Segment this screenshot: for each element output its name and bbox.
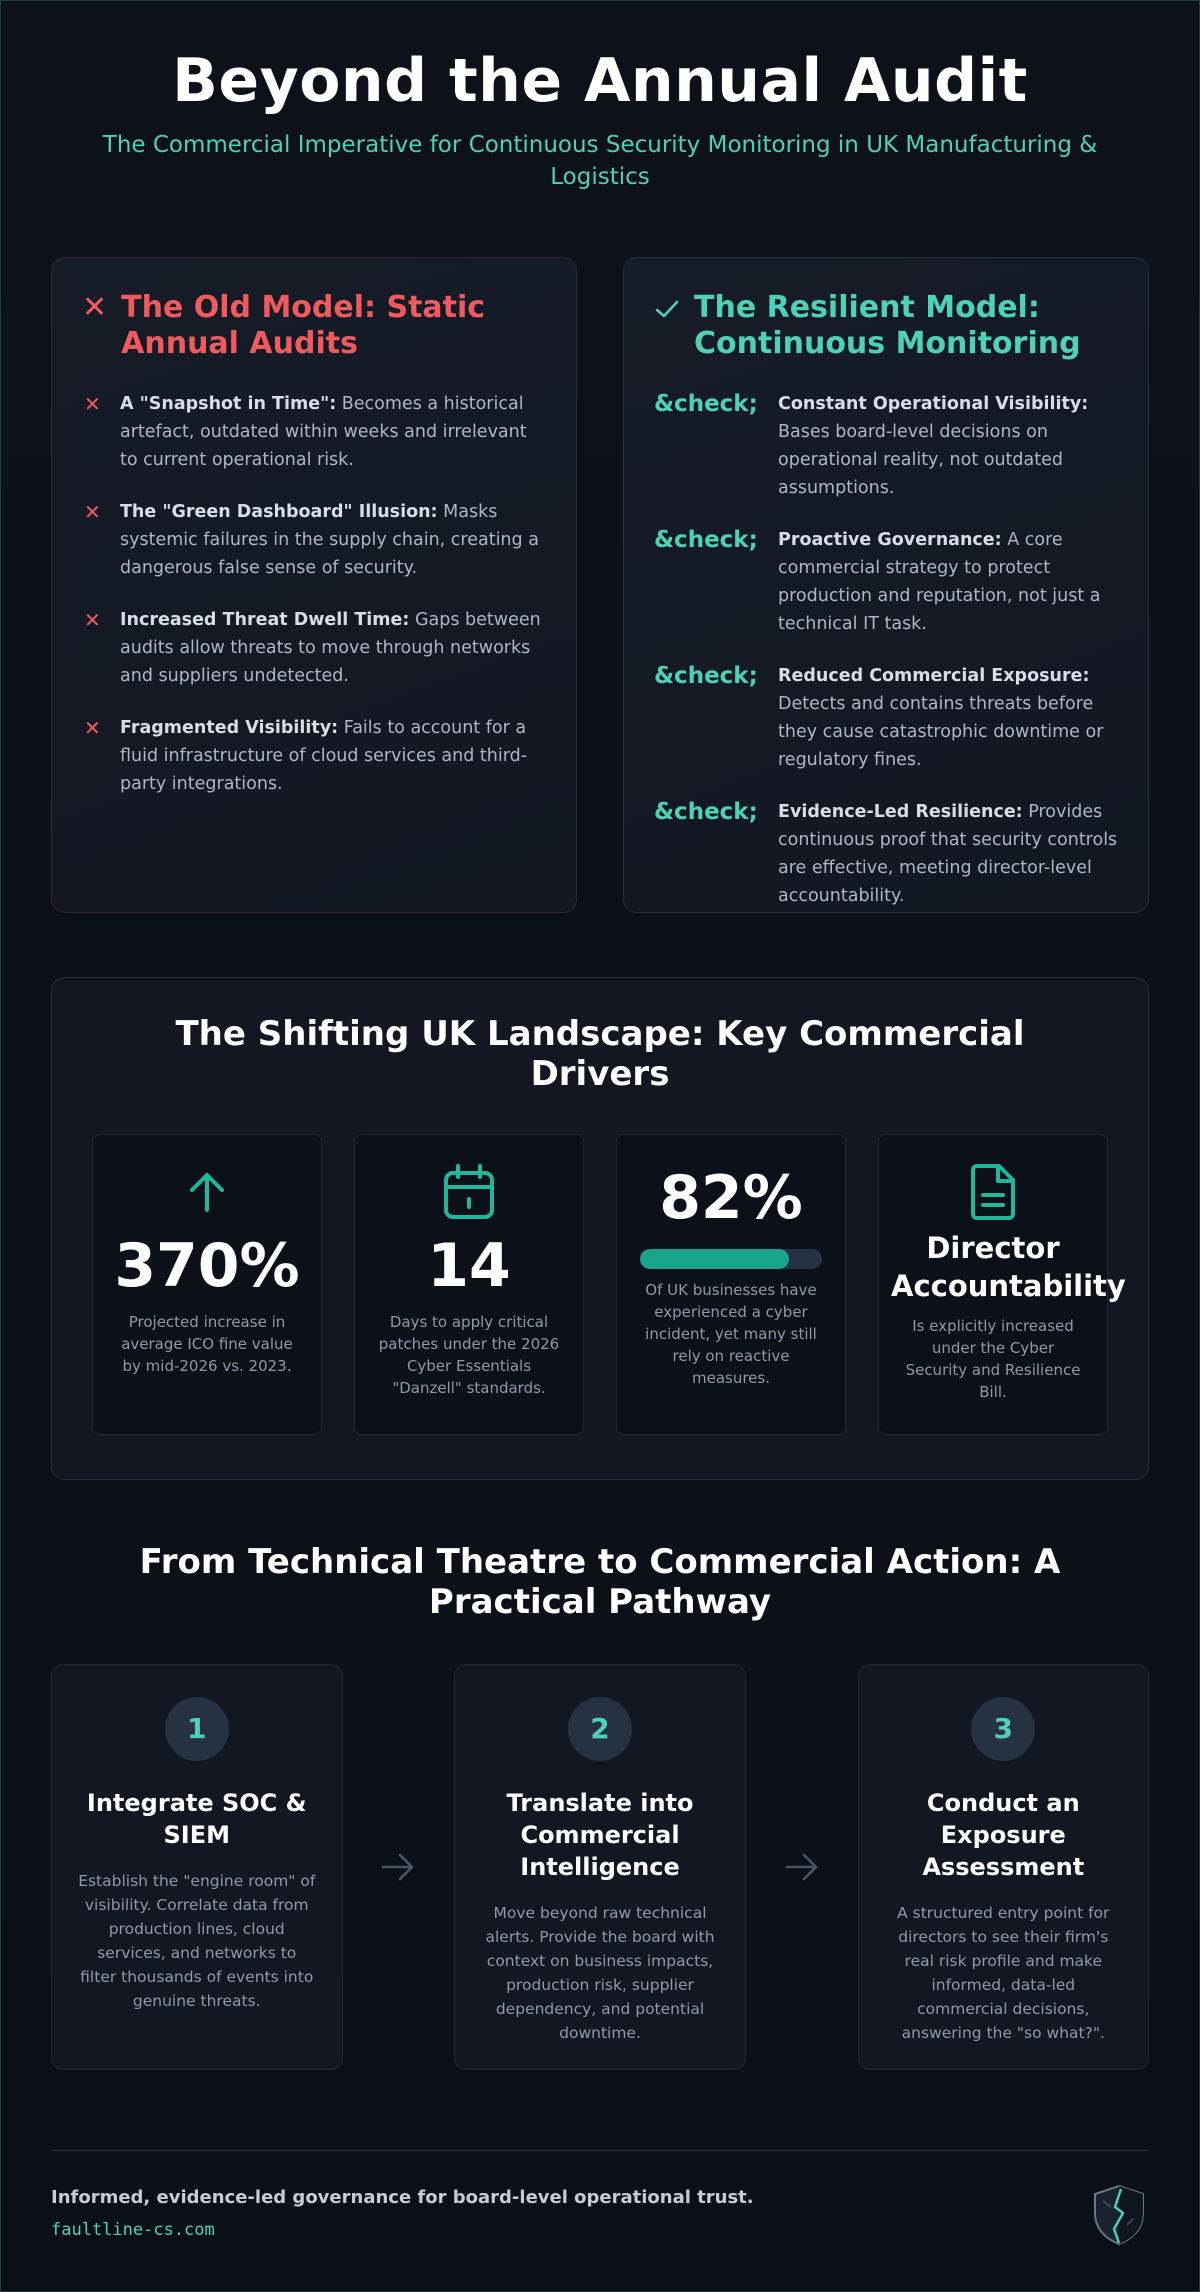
footer-link[interactable]: faultline-cs.com	[51, 2220, 215, 2240]
list-item	[82, 390, 546, 474]
step-title: Translate into Commercial Intelligence	[506, 1789, 694, 1881]
model-comparison	[51, 257, 1149, 913]
step-number: 1	[165, 1697, 229, 1761]
stat-description: Of UK businesses have experienced a cyber incident, yet many still rely on reactive measures.	[645, 1281, 817, 1387]
x-icon: ✕	[82, 290, 108, 325]
landscape-section	[51, 977, 1149, 1480]
progress-bar-fill	[640, 1249, 789, 1269]
list-item	[82, 606, 546, 690]
item-text: Gaps between audits allow threats to move through networks and suppliers undetected.	[120, 610, 541, 686]
item-lead: Fragmented Visibility:	[120, 718, 339, 738]
old-model-card	[51, 257, 577, 913]
step-card-3	[858, 1664, 1150, 2070]
item-text: Detects and contains threats before they cause catastrophic downtime or regulatory fines.	[778, 694, 1104, 770]
stat-value: 370%	[114, 1231, 300, 1301]
old-model-list	[82, 390, 546, 798]
page-subtitle: The Commercial Imperative for Continuous Security Monitoring in UK Manufacturing & Logistics	[102, 132, 1098, 190]
stat-card-director	[878, 1134, 1126, 1435]
check-bullet-icon: &check;	[654, 663, 758, 689]
list-item	[654, 662, 1118, 774]
pathway-section	[51, 1542, 1149, 2070]
item-lead: A "Snapshot in Time":	[120, 394, 337, 414]
stat-value: 82%	[659, 1163, 803, 1233]
x-bullet-icon: ✕	[84, 716, 101, 740]
stat-card-incidents	[616, 1134, 846, 1435]
check-bullet-icon: &check;	[654, 391, 758, 417]
new-model-list	[654, 390, 1118, 910]
old-model-title: The Old Model: Static Annual Audits	[121, 290, 486, 361]
page-footer	[51, 2150, 1149, 2247]
landscape-title: The Shifting UK Landscape: Key Commercial Drivers	[175, 1014, 1025, 1094]
hero-header	[51, 1, 1149, 193]
item-lead: Increased Threat Dwell Time:	[120, 610, 410, 630]
arrow-right-icon	[746, 1852, 858, 1882]
page-title: Beyond the Annual Audit	[172, 46, 1028, 116]
check-icon	[654, 290, 680, 331]
steps-row	[51, 1664, 1149, 2070]
x-bullet-icon: ✕	[84, 608, 101, 632]
arrow-up-icon	[105, 1163, 309, 1221]
stats-row	[92, 1134, 1126, 1435]
stat-description: Is explicitly increased under the Cyber Security and Resilience Bill.	[905, 1317, 1081, 1401]
list-item	[82, 498, 546, 582]
shield-logo-icon	[1089, 2183, 1149, 2247]
stat-value: Director Accountability	[891, 1231, 1126, 1303]
list-item	[82, 714, 546, 798]
item-lead: Constant Operational Visibility:	[778, 394, 1089, 414]
document-icon	[891, 1163, 1095, 1221]
pathway-title: From Technical Theatre to Commercial Action: A Practical Pathway	[139, 1542, 1061, 1622]
footer-tagline: Informed, evidence-led governance for board-level operational trust.	[51, 2187, 754, 2208]
item-lead: The "Green Dashboard" Illusion:	[120, 502, 438, 522]
step-description: Move beyond raw technical alerts. Provide the board with context on business impacts, production risk, supplier dependency, and potential downtime.	[485, 1904, 715, 2042]
step-number: 2	[568, 1697, 632, 1761]
arrow-right-icon	[343, 1852, 455, 1882]
item-lead: Reduced Commercial Exposure:	[778, 666, 1090, 686]
step-description: A structured entry point for directors to see their firm's real risk profile and make informed, data-led commercial decisions, answering the "so what?".	[897, 1904, 1110, 2042]
new-model-card	[623, 257, 1149, 913]
stat-card-ico-fine	[92, 1134, 322, 1435]
old-model-header	[82, 290, 546, 362]
calendar-icon	[367, 1163, 571, 1221]
x-bullet-icon: ✕	[84, 392, 101, 416]
progress-bar	[640, 1249, 822, 1269]
item-text: A core commercial strategy to protect production and reputation, not just a technical IT task.	[778, 530, 1101, 634]
stat-value: 14	[427, 1231, 511, 1301]
check-bullet-icon: &check;	[654, 527, 758, 553]
new-model-title: The Resilient Model: Continuous Monitoring	[694, 290, 1081, 361]
step-title: Integrate SOC & SIEM	[86, 1789, 307, 1849]
stat-card-patch-days	[354, 1134, 584, 1435]
stat-description: Projected increase in average ICO fine value by mid-2026 vs. 2023.	[121, 1313, 293, 1375]
item-text: Provides continuous proof that security controls are effective, meeting director-level accountability.	[778, 802, 1118, 906]
list-item	[654, 798, 1118, 910]
list-item	[654, 390, 1118, 502]
new-model-header	[654, 290, 1118, 362]
step-description: Establish the "engine room" of visibility. Correlate data from production lines, cloud services, and networks to filter thousands of events into genuine threats.	[78, 1872, 316, 2010]
step-card-2	[454, 1664, 746, 2070]
item-text: Masks systemic failures in the supply chain, creating a dangerous false sense of security.	[120, 502, 539, 578]
step-number: 3	[971, 1697, 1035, 1761]
item-lead: Proactive Governance:	[778, 530, 1002, 550]
check-bullet-icon: &check;	[654, 799, 758, 825]
x-bullet-icon: ✕	[84, 500, 101, 524]
list-item	[654, 526, 1118, 638]
item-text: Becomes a historical artefact, outdated within weeks and irrelevant to current operational risk.	[120, 394, 527, 470]
step-card-1	[51, 1664, 343, 2070]
step-title: Conduct an Exposure Assessment	[922, 1789, 1085, 1881]
item-text: Bases board-level decisions on operational reality, not outdated assumptions.	[778, 422, 1063, 498]
stat-description: Days to apply critical patches under the 2026 Cyber Essentials "Danzell" standards.	[378, 1313, 560, 1397]
item-lead: Evidence-Led Resilience:	[778, 802, 1023, 822]
item-text: Fails to account for a fluid infrastructure of cloud services and third-party integrations.	[120, 718, 528, 794]
